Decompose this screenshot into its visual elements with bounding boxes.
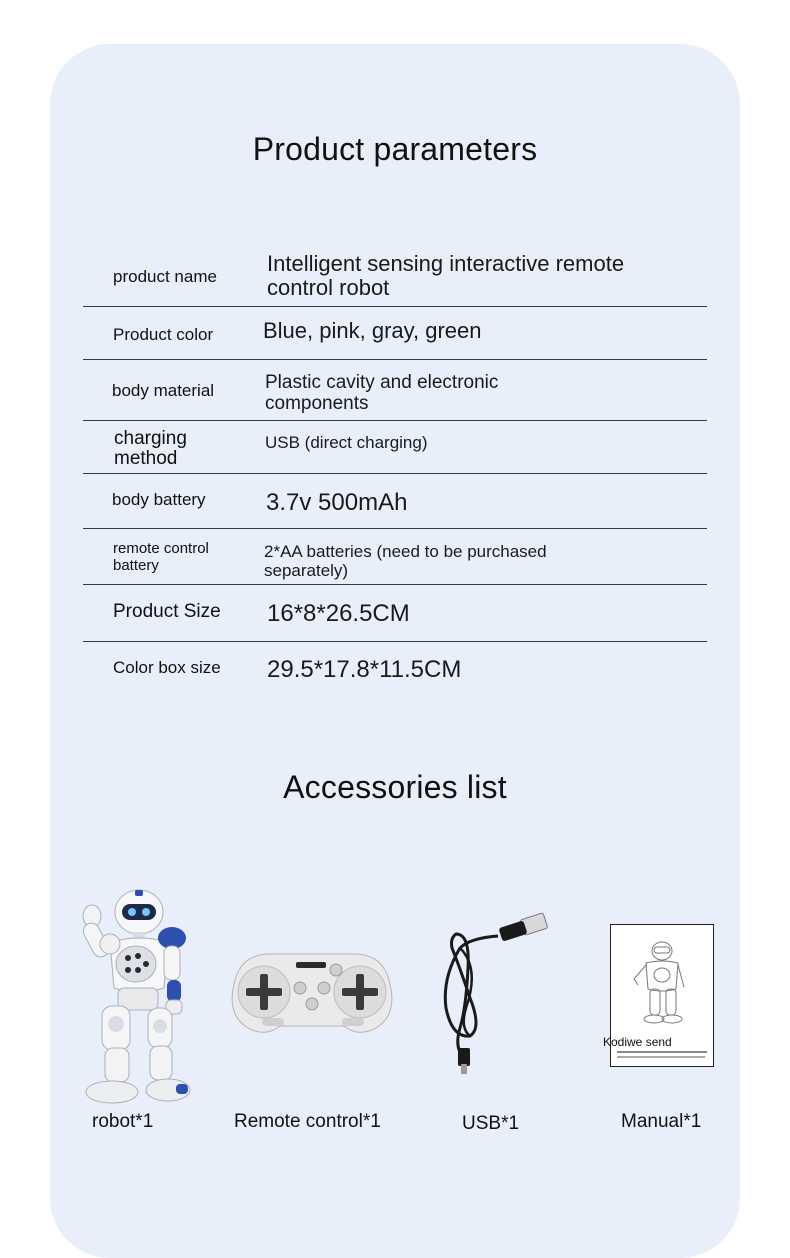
param-label: charging method — [114, 428, 187, 469]
param-row-color-box-size — [83, 642, 707, 702]
param-row-charging-method — [83, 421, 707, 474]
param-label: remote control battery — [113, 540, 209, 574]
accessory-remote — [226, 948, 398, 1040]
usb-cable-icon — [430, 908, 552, 1078]
param-value: 3.7v 500mAh — [266, 489, 408, 516]
accessory-robot — [72, 884, 197, 1106]
parameters-title: Product parameters — [252, 131, 538, 167]
param-value: 16*8*26.5CM — [267, 600, 410, 627]
accessory-manual — [603, 924, 714, 1067]
param-value: Blue, pink, gray, green — [263, 318, 482, 343]
accessory-label-manual: Manual*1 — [621, 1111, 702, 1132]
param-value: 2*AA batteries (need to be purchased separately) — [264, 542, 547, 580]
param-value: 29.5*17.8*11.5CM — [267, 656, 462, 683]
param-label: body material — [112, 381, 215, 400]
accessory-label-usb: USB*1 — [462, 1113, 520, 1134]
param-label: Product color — [113, 325, 214, 344]
param-row-body-material — [83, 360, 707, 421]
manual-brand-text: Kodiwe send — [603, 1035, 672, 1049]
manual-icon — [612, 929, 712, 1041]
param-label: body battery — [112, 490, 206, 509]
param-row-product-color — [83, 307, 707, 360]
remote-control-icon — [226, 948, 398, 1040]
manual-fine-print — [617, 1056, 705, 1058]
param-row-product-name — [83, 243, 707, 307]
accessory-label-robot: robot*1 — [92, 1111, 154, 1132]
param-value: USB (direct charging) — [265, 433, 428, 452]
robot-icon — [72, 884, 197, 1106]
param-value: Plastic cavity and electronic components — [265, 372, 499, 414]
param-label: Color box size — [113, 658, 221, 677]
parameters-table — [83, 243, 707, 702]
accessory-usb — [430, 908, 552, 1078]
param-label: Product Size — [113, 601, 221, 622]
param-label: product name — [113, 267, 217, 286]
accessory-label-remote: Remote control*1 — [234, 1111, 381, 1132]
param-value: Intelligent sensing interactive remote control robot — [267, 251, 625, 301]
param-row-product-size — [83, 585, 707, 642]
param-row-remote-battery — [83, 529, 707, 585]
accessories-title: Accessories list — [283, 769, 507, 805]
param-row-body-battery — [83, 474, 707, 529]
manual-fine-print — [617, 1051, 707, 1053]
